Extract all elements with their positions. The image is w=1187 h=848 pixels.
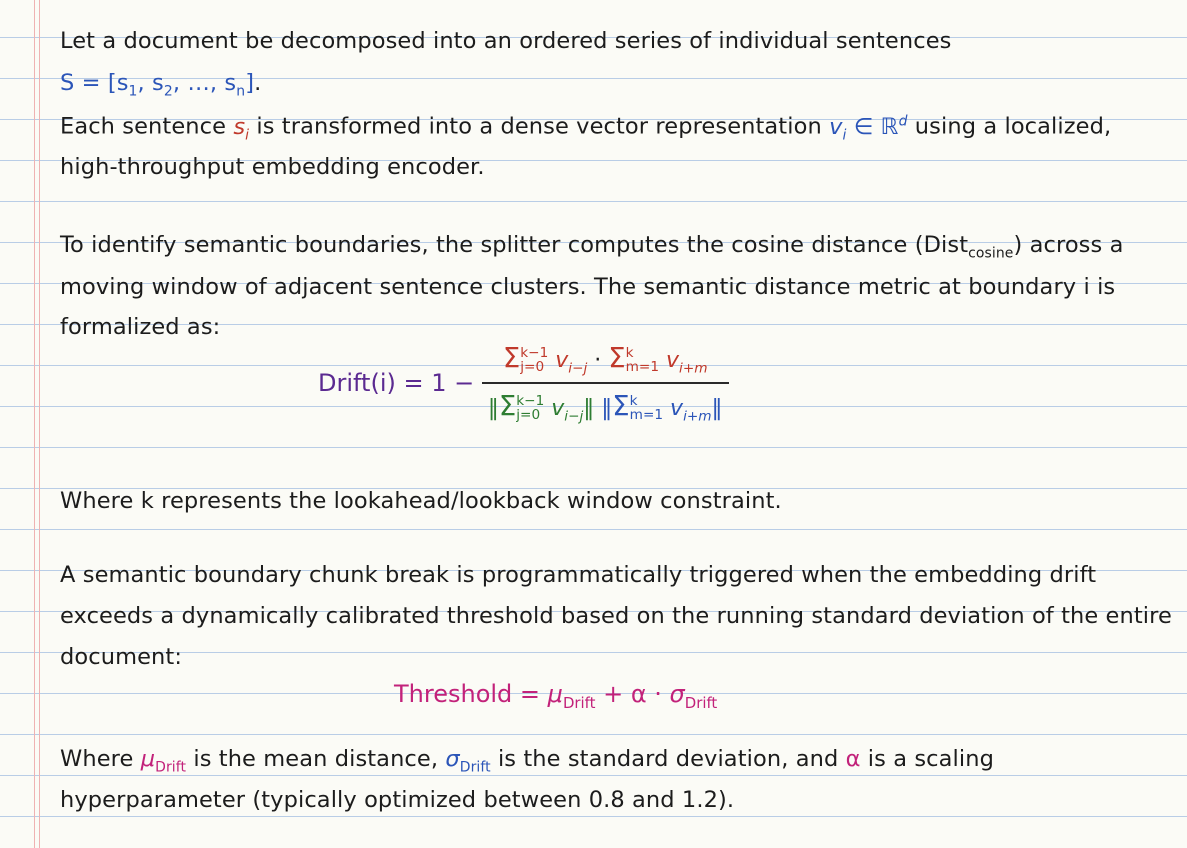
para5-mu xyxy=(140,746,187,776)
threshold-eq: = xyxy=(512,680,548,708)
drift-denominator xyxy=(482,390,729,424)
set-mid-1: , s xyxy=(137,70,164,96)
para4-line3 xyxy=(60,644,182,670)
para4-line2 xyxy=(60,603,1172,629)
num-left-v: v xyxy=(555,348,569,373)
den-left-open: ‖ xyxy=(487,395,499,421)
drift-numerator xyxy=(482,342,729,376)
para5-mu-symbol: μ xyxy=(140,746,156,772)
para4-l1-text: A semantic boundary chunk break is programmatically triggered when the embedding drift xyxy=(60,562,1097,588)
den-right-norm xyxy=(601,389,723,425)
para5-line1 xyxy=(60,746,994,776)
den-right-upper: k xyxy=(629,393,638,410)
para4-l3-text: document: xyxy=(60,644,183,670)
set-period: . xyxy=(254,70,262,96)
para5-l1-c: is the standard deviation, and xyxy=(490,746,846,772)
para2-l3-text: formalized as: xyxy=(60,314,221,340)
num-right-sub: i+m xyxy=(679,360,708,377)
para5-l2-text: hyperparameter (typically optimized between 0.8 and 1.2). xyxy=(60,787,735,813)
para2-line1 xyxy=(60,232,1123,262)
den-left-upper: k−1 xyxy=(516,393,545,410)
para5-l1-d: is a scaling xyxy=(860,746,994,772)
sum-symbol-num-right: Σ xyxy=(608,342,626,374)
para3-text: Where k represents the lookahead/lookback window constraint. xyxy=(60,488,782,514)
den-right-v: v xyxy=(670,395,684,421)
den-right-lower: m=1 xyxy=(629,406,664,423)
den-left-v: v xyxy=(551,395,565,421)
den-left-lower: j=0 xyxy=(516,406,541,423)
para5-line2 xyxy=(60,787,734,813)
para1-l3-c: using a localized, xyxy=(907,113,1112,140)
drift-fraction xyxy=(482,342,729,424)
para5-sigma-symbol: σ xyxy=(445,746,460,772)
threshold-lhs: Threshold xyxy=(394,680,513,708)
para1-l3-b: is transformed into a dense vector representation xyxy=(249,113,830,140)
para2-line3 xyxy=(60,314,220,340)
num-right-lower: m=1 xyxy=(625,359,660,375)
dist-cosine-sub: cosine xyxy=(968,245,1014,262)
para1-l4-text: high-throughput embedding encoder. xyxy=(60,154,485,180)
drift-lhs: Drift(i) = 1 − xyxy=(318,369,475,398)
para1-line1-text: Let a document be decomposed into an ordered series of individual sentences xyxy=(60,28,952,54)
sentence-set xyxy=(60,70,261,100)
den-left-limits xyxy=(516,395,544,422)
drift-formula xyxy=(318,342,729,424)
set-sub-1: 1 xyxy=(128,83,138,100)
para1-line3 xyxy=(60,113,1111,143)
num-left-upper: k−1 xyxy=(520,345,549,362)
threshold-sigma: σ xyxy=(669,680,685,708)
den-left-close: ‖ xyxy=(583,395,595,421)
threshold-mu: μ xyxy=(547,680,563,708)
para2-line2 xyxy=(60,274,1115,300)
para5-sigma xyxy=(445,746,491,776)
vi-sub: i xyxy=(842,127,847,143)
num-right-v: v xyxy=(666,348,680,373)
para5-mu-sub: Drift xyxy=(155,759,187,776)
den-left-norm xyxy=(487,389,595,425)
si-sub: i xyxy=(245,127,250,143)
para2-l1-b: ) across a xyxy=(1013,232,1124,258)
sentence-si xyxy=(233,113,250,143)
vi-v: v xyxy=(829,113,843,140)
num-right-upper: k xyxy=(625,345,634,362)
fraction-bar xyxy=(482,382,729,384)
para4-l2-text: exceeds a dynamically calibrated threshold based on the running standard deviation of the entire xyxy=(60,603,1172,629)
threshold-formula xyxy=(394,680,717,712)
threshold-mu-sub: Drift xyxy=(562,693,596,712)
den-right-sub: i+m xyxy=(683,408,712,425)
set-close: ] xyxy=(245,70,255,96)
si-s: s xyxy=(233,113,246,140)
para2-l1-a: To identify semantic boundaries, the splitter computes the cosine distance (Dist xyxy=(60,232,969,258)
den-right-open: ‖ xyxy=(601,395,613,421)
sum-symbol-den-right: Σ xyxy=(612,389,630,422)
para3-line xyxy=(60,488,782,514)
den-right-close: ‖ xyxy=(711,395,723,421)
para1-line4 xyxy=(60,154,485,180)
set-sub-2: 2 xyxy=(163,83,173,100)
para5-l1-a: Where xyxy=(60,746,141,772)
num-left-lower: j=0 xyxy=(520,359,545,375)
num-left-limits xyxy=(520,347,548,374)
vi-d: d xyxy=(898,113,908,129)
vi-in-r: ∈ ℝ xyxy=(846,113,899,140)
margin-line-inner xyxy=(39,0,40,848)
num-left-sub: i−j xyxy=(568,360,588,377)
para5-l1-b: is the mean distance, xyxy=(186,746,446,772)
para5-sigma-sub: Drift xyxy=(459,759,491,776)
para1-line1 xyxy=(60,28,951,54)
den-right-limits xyxy=(630,395,663,422)
para4-line1 xyxy=(60,562,1096,588)
para5-alpha: α xyxy=(845,746,861,772)
sum-symbol-num-left: Σ xyxy=(502,342,521,374)
set-mid-2: , …, s xyxy=(172,70,237,96)
set-open: S = [s xyxy=(60,70,129,96)
num-right-limits xyxy=(626,347,659,374)
set-sub-n: n xyxy=(236,83,246,100)
para2-l2-text: moving window of adjacent sentence clusters. The semantic distance metric at boundary i is xyxy=(60,274,1116,300)
para1-l3-a: Each sentence xyxy=(60,113,234,140)
margin-line xyxy=(34,0,35,848)
threshold-plus-alpha: + α · xyxy=(595,680,670,708)
num-dot: · xyxy=(587,348,609,373)
sum-symbol-den-left: Σ xyxy=(498,389,517,422)
threshold-sigma-sub: Drift xyxy=(684,693,718,712)
vector-vi xyxy=(829,113,908,143)
den-left-sub: i−j xyxy=(564,408,584,425)
